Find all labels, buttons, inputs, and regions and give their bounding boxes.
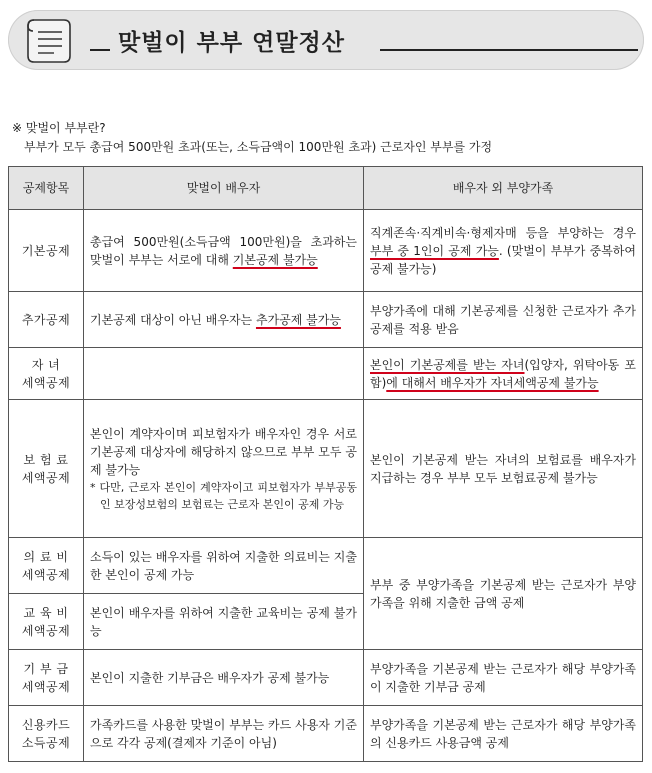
item-line: 의 료 비 [23,549,69,564]
item-line: 기 부 금 [23,661,69,676]
spouse-cell: 소득이 있는 배우자를 위하여 지출한 의료비는 지출한 본인이 공제 가능 [84,538,364,594]
header-spouse: 맞벌이 배우자 [84,167,364,210]
dependents-cell: 부양가족에 대해 기본공제를 신청한 근로자가 추가공제를 적용 받음 [364,292,643,348]
spouse-cell [84,210,364,292]
spouse-cell [84,292,364,348]
header-dependents: 배우자 외 부양가족 [364,167,643,210]
intro-definition: 부부가 모두 총급여 500만원 초과(또는, 소득금액이 100만원 초과) 근로자인 부부를 가정 [24,140,493,154]
text: . (맞벌이 부부가 중복하여 공제 불가능) [370,243,636,276]
item-line: 세액공제 [21,375,71,390]
dependents-cell: 본인이 기본공제 받는 자녀의 보험료를 배우자가 지급하는 경우 부부 모두 보험료공제 불가능 [364,400,643,538]
text: 총급여 500만원(소득금액 100만원)을 초과하는 맞벌이 부부는 서로에 대해 [90,234,357,267]
text: 기본공제 대상이 아닌 배우자는 [90,312,256,327]
intro-question: ※ 맞벌이 부부란? [12,121,106,135]
item-cell: 추가공제 [9,292,84,348]
table-row [9,650,643,706]
item-line: 세액공제 [21,470,71,485]
dependents-cell: 부양가족을 기본공제 받는 근로자가 해당 부양가족이 지출한 기부금 공제 [364,650,643,706]
item-line: 세액공제 [21,567,71,582]
spouse-cell: 본인이 배우자를 위하여 지출한 교육비는 공제 불가능 [84,594,364,650]
table-row [9,348,643,400]
intro-note [12,119,492,157]
scroll-document-icon [20,12,80,68]
item-line: 소득공제 [21,735,71,750]
spouse-cell [84,400,364,538]
dependents-cell [364,348,643,400]
item-cell [9,348,84,400]
table-header-row [9,167,643,210]
underlined-text: 본인이 기본공제를 받는 자녀 [370,357,525,372]
banner-rule-left [90,49,110,51]
item-cell [9,650,84,706]
table-row [9,706,643,762]
table-row [9,538,643,594]
text: (입양자, 위탁아동 포함) [370,357,636,390]
underlined-text: 부부 중 1인이 공제 가능 [370,243,499,258]
underlined-text: 추가공제 불가능 [255,312,341,327]
table-row [9,292,643,348]
item-cell [9,594,84,650]
underlined-text: 기본공제 불가능 [232,252,318,267]
header-item: 공제항목 [9,167,84,210]
page-title: 맞벌이 부부 연말정산 [118,30,345,56]
table-row [9,400,643,538]
item-line: 보 험 료 [23,452,69,467]
item-cell [9,538,84,594]
banner-rule-right [380,49,638,51]
dependents-cell [364,210,643,292]
underlined-text: 에 대해서 배우자가 자녀세액공제 불가능 [386,375,599,390]
item-line: 자 녀 [31,357,61,372]
item-cell [9,706,84,762]
item-line: 세액공제 [21,623,71,638]
item-line: 교 육 비 [23,605,69,620]
spouse-cell: 가족카드를 사용한 맞벌이 부부는 카드 사용자 기준으로 각각 공제(결제자 기준이 아님) [84,706,364,762]
spouse-cell: 본인이 지출한 기부금은 배우자가 공제 불가능 [84,650,364,706]
item-line: 세액공제 [21,679,71,694]
item-line: 신용카드 [21,717,71,732]
item-cell [9,400,84,538]
dependents-cell: 부양가족을 기본공제 받는 근로자가 해당 부양가족의 신용카드 사용금액 공제 [364,706,643,762]
text: 직계존속·직계비속·형제자매 등을 부양하는 경우 [370,225,636,240]
deduction-table [8,166,643,762]
text: 본인이 계약자이며 피보험자가 배우자인 경우 서로 기본공제 대상자에 해당하지 않으므로 부부 모두 공제 불가능 [90,426,357,477]
footnote: * 다만, 근로자 본인이 계약자이고 피보험자가 부부공동인 보장성보험의 보험료는 근로자 본인이 공제 가능 [90,480,357,511]
item-cell: 기본공제 [9,210,84,292]
title-banner [8,10,644,70]
spouse-cell-empty [84,348,364,400]
dependents-cell-merged: 부부 중 부양가족을 기본공제 받는 근로자가 부양가족을 위해 지출한 금액 공제 [364,538,643,650]
table-row [9,210,643,292]
